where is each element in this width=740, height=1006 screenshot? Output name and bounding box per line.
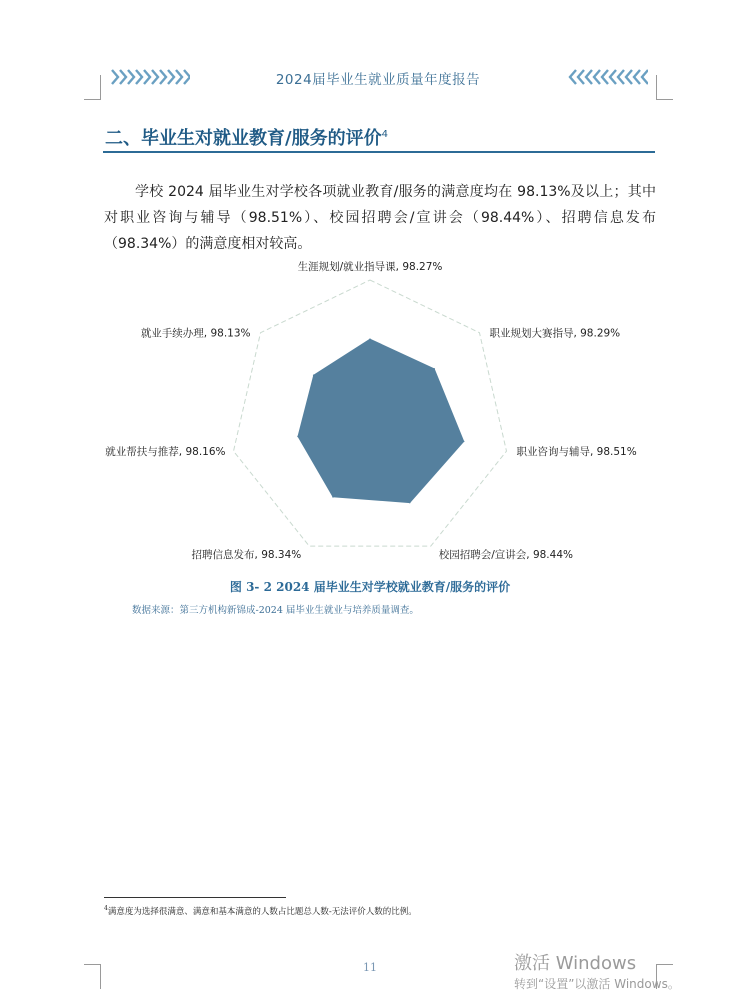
activation-watermark-title: 激活 Windows: [514, 953, 637, 974]
activation-watermark-subtitle: 转到“设置”以激活 Windows。: [514, 977, 680, 991]
radar-axis-label: 生涯规划/就业指导课, 98.27%: [297, 261, 443, 273]
page-number: 11: [363, 961, 377, 974]
radar-axis-label: 职业规划大赛指导, 98.29%: [489, 327, 621, 340]
radar-data-point: [297, 436, 299, 438]
page-header: [100, 60, 656, 94]
radar-axis-label: 就业手续办理, 98.13%: [140, 327, 251, 340]
radar-data-point: [332, 496, 334, 498]
radar-data-point: [369, 338, 371, 340]
section-heading-text: 二、毕业生对就业教育/服务的评价: [105, 128, 382, 149]
footnote-divider: [104, 897, 286, 898]
figure-source: 数据来源：第三方机构新锦成-2024 届毕业生就业与培养质量调查。: [132, 605, 419, 616]
footnote-number: 4: [104, 905, 108, 913]
radar-axis-label: 职业咨询与辅导, 98.51%: [516, 446, 637, 459]
radar-data-point: [313, 374, 315, 376]
footnote-reference[interactable]: 4: [381, 129, 388, 140]
radar-axis-label: 就业帮扶与推荐, 98.16%: [105, 446, 226, 459]
heading-underline: [103, 151, 655, 153]
body-paragraph: 学校 2024 届毕业生对学校各项就业教育/服务的满意度均在 98.13%及以上；其中对职业咨询与辅导（98.51%）、校园招聘会/宣讲会（98.44%）、招聘信息发布（98.34%）的满意度相对较高。: [104, 184, 656, 252]
radar-chart: [0, 260, 740, 580]
radar-series-area: [298, 339, 464, 502]
footnote: [104, 905, 664, 917]
radar-data-point: [433, 368, 435, 370]
radar-axis-label: 校园招聘会/宣讲会, 98.44%: [438, 549, 573, 562]
radar-axis-label: 招聘信息发布, 98.34%: [191, 549, 302, 562]
figure-caption: 图 3- 2 2024 届毕业生对学校就业教育/服务的评价: [229, 580, 511, 594]
crop-mark-top-right: [656, 75, 673, 100]
radar-data-point: [409, 502, 411, 504]
header-title: 2024届毕业生就业质量年度报告: [275, 72, 481, 88]
section-heading: [105, 124, 388, 150]
chevron-right-decoration-icon: [568, 68, 648, 86]
footnote-text: 满意度为选择很满意、满意和基本满意的人数占比题总人数-无法评价人数的比例。: [107, 907, 417, 917]
radar-data-point: [463, 441, 465, 443]
crop-mark-top-left: [84, 75, 101, 100]
